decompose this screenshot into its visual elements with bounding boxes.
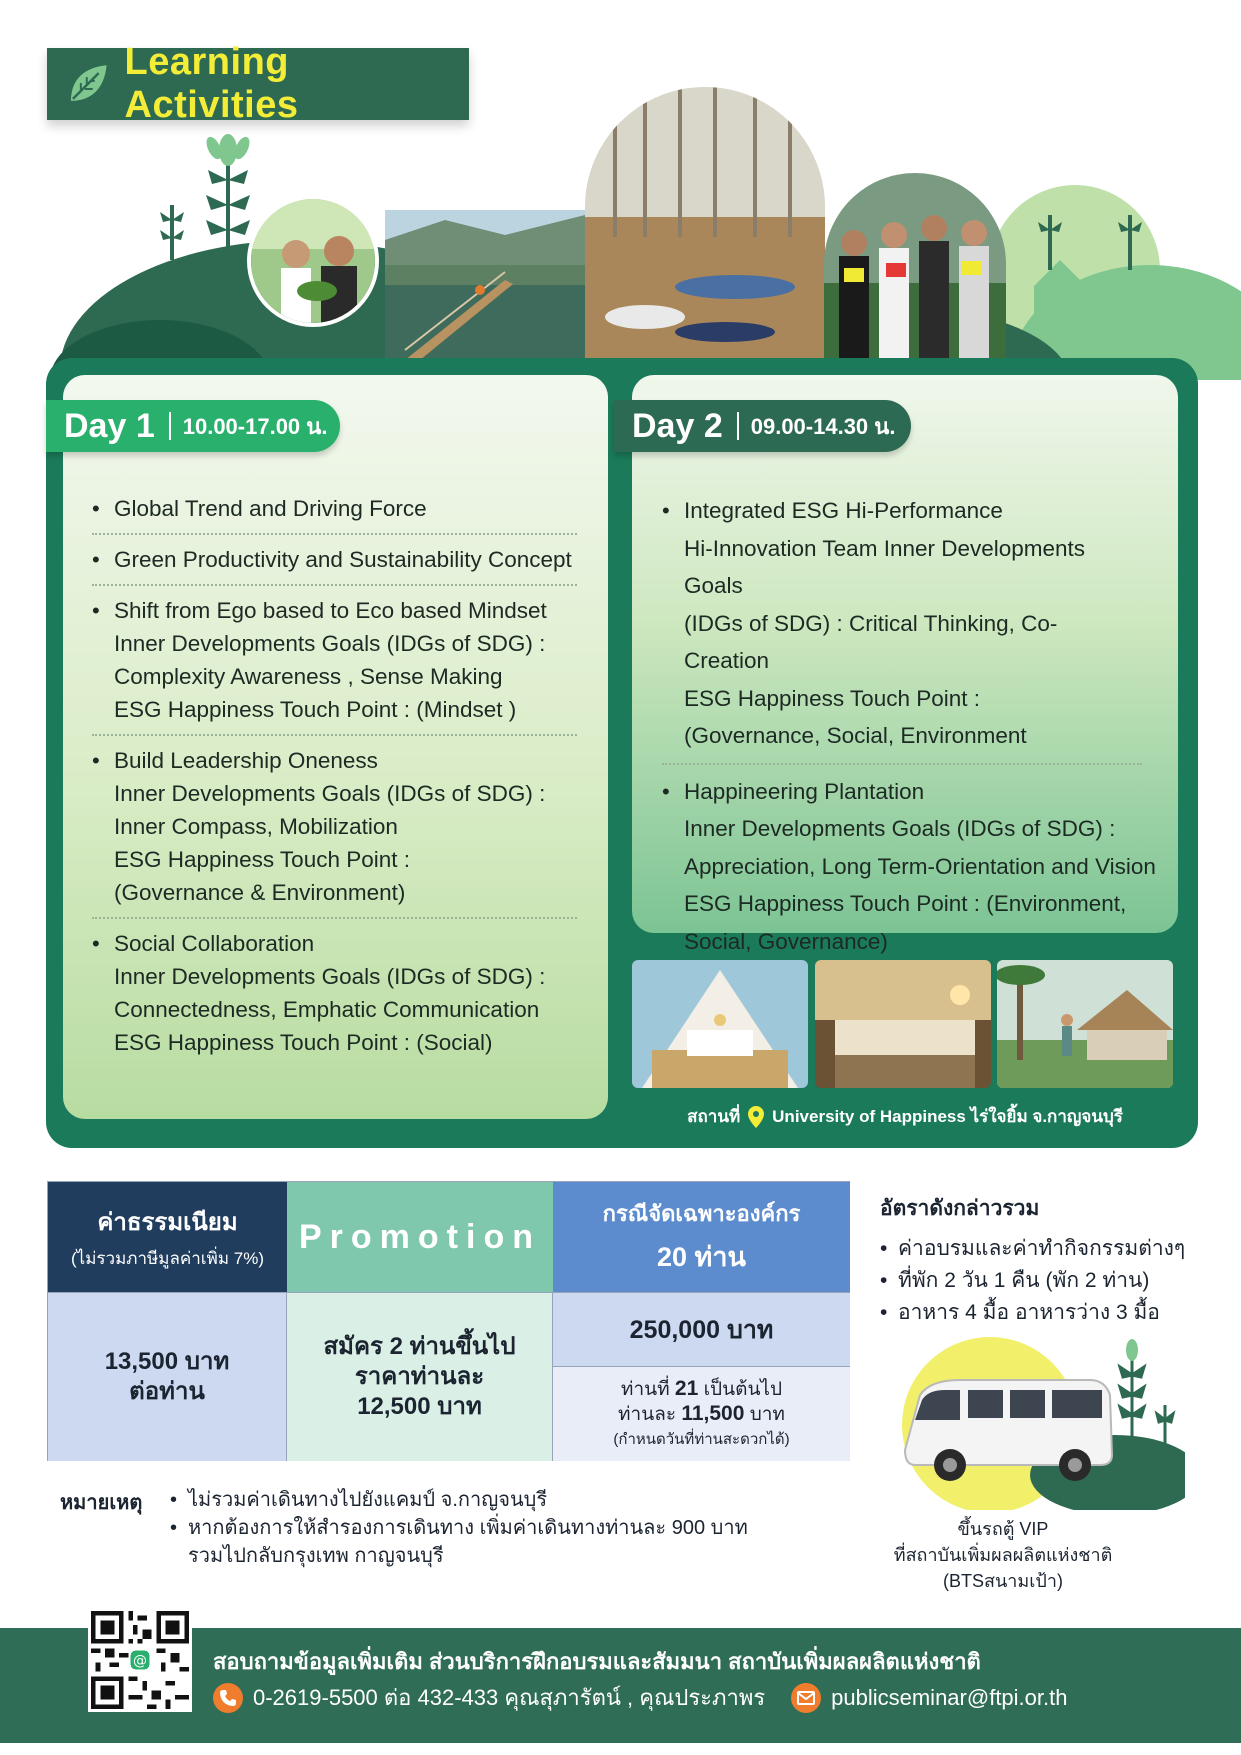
list-item xyxy=(170,1514,748,1570)
van-caption-line: (BTSสนามเป้า) xyxy=(943,1571,1063,1591)
promotion-condition: สมัคร 2 ท่านขึ้นไป xyxy=(323,1333,516,1360)
list-item: • ที่พัก 2 วัน 1 คืน (พัก 2 ท่าน) xyxy=(880,1265,1220,1297)
item-line: • Social Collaboration xyxy=(114,931,315,956)
venue-prefix: สถานที่ xyxy=(687,1107,741,1126)
fee-price: 13,500 บาท xyxy=(104,1348,230,1375)
van-caption-line: ที่สถาบันเพิ่มผลผลิตแห่งชาติ xyxy=(893,1545,1113,1565)
item-line: Inner Developments Goals (IDGs of SDG) : xyxy=(114,631,546,656)
item-line: Complexity Awareness , Sense Making xyxy=(114,664,503,689)
mail-icon xyxy=(791,1683,821,1713)
note-line: • หากต้องการให้สำรองการเดินทาง เพิ่มค่าเดินทางท่านละ 900 บาท xyxy=(188,1517,748,1539)
bedroom-photo xyxy=(815,960,991,1088)
day1-tab xyxy=(46,400,340,452)
item-line: ESG Happiness Touch Point : xyxy=(114,847,411,872)
item-line: • Integrated ESG Hi-Performance xyxy=(684,498,1003,523)
divider xyxy=(169,412,171,440)
fee-header-title: ค่าธรรมเนียม xyxy=(97,1209,238,1236)
email-link[interactable]: publicseminar@ftpi.or.th xyxy=(831,1684,1068,1710)
phone-number[interactable]: 0-2619-5500 ต่อ 432-433 คุณสุภารัตน์ , คุณประภาพร xyxy=(253,1685,766,1710)
item-line: • Shift from Ego based to Eco based Mindset xyxy=(114,598,547,623)
item-line: • Global Trend and Driving Force xyxy=(114,496,427,521)
notes xyxy=(60,1486,830,1570)
group-photo xyxy=(824,173,1006,361)
item-line: • Build Leadership Oneness xyxy=(114,748,378,773)
leaf-icon xyxy=(65,61,111,107)
corporate-price-cell xyxy=(553,1292,850,1366)
rope-bridge-photo xyxy=(385,210,585,360)
item-line: Inner Developments Goals (IDGs of SDG) : xyxy=(114,964,546,989)
footer-heading: สอบถามข้อมูลเพิ่มเติม ส่วนบริการฝึกอบรมและสัมมนา สถาบันเพิ่มผลผลิตแห่งชาติ xyxy=(213,1649,981,1674)
inclusions-heading: อัตราดังกล่าวรวม xyxy=(880,1197,1040,1220)
van-caption-line: ขึ้นรถตู้ VIP xyxy=(957,1519,1049,1539)
day2-label: Day 2 xyxy=(632,406,723,445)
list-item xyxy=(92,492,577,535)
footer-contact xyxy=(213,1680,1067,1715)
corporate-header-title: กรณีจัดเฉพาะองค์กร xyxy=(602,1201,801,1226)
extra-text: ท่านที่ xyxy=(620,1379,670,1400)
item-line: ESG Happiness Touch Point : xyxy=(684,685,981,711)
item-line: (Governance, Social, Environment xyxy=(684,723,1027,748)
list-item xyxy=(92,927,577,1059)
day2-tab xyxy=(614,400,911,452)
corporate-header-sub: 20 ท่าน xyxy=(657,1242,746,1272)
tent-interior-photo xyxy=(632,960,808,1088)
promotion-price-cell xyxy=(287,1292,553,1461)
item-line: Inner Developments Goals (IDGs of SDG) : xyxy=(684,816,1116,841)
location-pin-icon xyxy=(748,1106,764,1128)
item-line: (Governance & Environment) xyxy=(114,880,406,905)
fee-unit: ต่อท่าน xyxy=(129,1378,205,1405)
item-line: Hi-Innovation Team Inner Developments Goals xyxy=(684,535,1086,598)
extra-text: เป็นต้นไป xyxy=(703,1379,783,1400)
item-line: ESG Happiness Touch Point : (Mindset ) xyxy=(114,697,517,722)
divider xyxy=(737,412,739,440)
day2-activity-list xyxy=(662,492,1162,960)
list-item: • ค่าอบรมและค่าทำกิจกรรมต่างๆ xyxy=(880,1233,1220,1265)
item-line: (IDGs of SDG) : Critical Thinking, Co-Creation xyxy=(684,610,1058,673)
day1-label: Day 1 xyxy=(64,406,155,445)
promotion-price: 12,500 บาท xyxy=(357,1393,482,1420)
item-line: Appreciation, Long Term-Orientation and Vision xyxy=(684,853,1156,879)
price-table xyxy=(47,1181,850,1461)
extra-number: 21 xyxy=(674,1377,699,1400)
van-caption xyxy=(868,1516,1138,1594)
section-title-bar xyxy=(47,41,469,126)
inclusions-list xyxy=(880,1233,1220,1329)
day1-time: 10.00-17.00 น. xyxy=(182,413,328,439)
promotion-label: ราคาท่านละ xyxy=(354,1363,485,1390)
list-item xyxy=(92,744,577,919)
list-item xyxy=(662,773,1162,961)
item-line: Social, Governance) xyxy=(684,928,888,954)
corporate-extra-cell xyxy=(553,1366,850,1461)
note-line: • ไม่รวมค่าเดินทางไปยังแคมป์ จ.กาญจนบุรี xyxy=(188,1489,548,1511)
svg-text:@: @ xyxy=(133,1653,147,1670)
item-line: Inner Developments Goals (IDGs of SDG) : xyxy=(114,781,546,806)
venue-name: University of Happiness ไร่ใจยิ้ม จ.กาญจนบุรี xyxy=(772,1107,1123,1126)
list-item xyxy=(92,543,577,586)
item-line: Connectedness, Emphatic Communication xyxy=(114,997,540,1022)
item-line: ESG Happiness Touch Point : (Social) xyxy=(114,1030,493,1055)
list-item xyxy=(92,594,577,736)
item-line: Inner Compass, Mobilization xyxy=(114,814,398,839)
van-icon xyxy=(900,1335,1185,1510)
corporate-header xyxy=(553,1182,850,1292)
list-item xyxy=(662,492,1142,765)
fee-price-cell xyxy=(48,1292,287,1461)
promotion-header-title: Promotion xyxy=(299,1217,541,1256)
corporate-note: (กำหนดวันที่ท่านสะดวกได้) xyxy=(613,1431,790,1448)
farmers-photo xyxy=(247,195,379,327)
forest-meditation-photo xyxy=(585,87,825,362)
corporate-price: 250,000 บาท xyxy=(629,1315,774,1344)
fee-header-sub: (ไม่รวมภาษีมูลค่าเพิ่ม 7%) xyxy=(71,1249,264,1268)
corporate-extra-line2 xyxy=(618,1402,785,1427)
fee-header xyxy=(48,1182,287,1292)
list-item xyxy=(170,1486,748,1514)
item-line: • Green Productivity and Sustainability Concept xyxy=(114,547,572,572)
list-item: • อาหาร 4 มื้อ อาหารว่าง 3 มื้อ xyxy=(880,1297,1220,1329)
day2-time: 09.00-14.30 น. xyxy=(750,413,896,439)
item-line: • Happineering Plantation xyxy=(684,778,925,804)
notes-list xyxy=(170,1486,748,1570)
corporate-extra-line1 xyxy=(621,1377,782,1402)
item-line: ESG Happiness Touch Point : (Environment, xyxy=(684,891,1127,916)
qr-code-icon[interactable] xyxy=(88,1608,192,1712)
promotion-header xyxy=(287,1182,553,1292)
venue-line xyxy=(632,1103,1178,1130)
camp-exterior-photo xyxy=(997,960,1173,1088)
extra-text: ท่านละ xyxy=(618,1404,677,1425)
notes-label: หมายเหตุ xyxy=(60,1492,143,1514)
extra-text: บาท xyxy=(749,1404,785,1425)
day1-activity-list xyxy=(92,492,577,1059)
phone-icon xyxy=(213,1683,243,1713)
note-line: รวมไปกลับกรุงเทพ กาญจนบุรี xyxy=(188,1545,444,1567)
inclusions xyxy=(880,1192,1220,1329)
section-title: Learning Activities xyxy=(124,41,299,126)
extra-number: 11,500 xyxy=(681,1402,745,1425)
